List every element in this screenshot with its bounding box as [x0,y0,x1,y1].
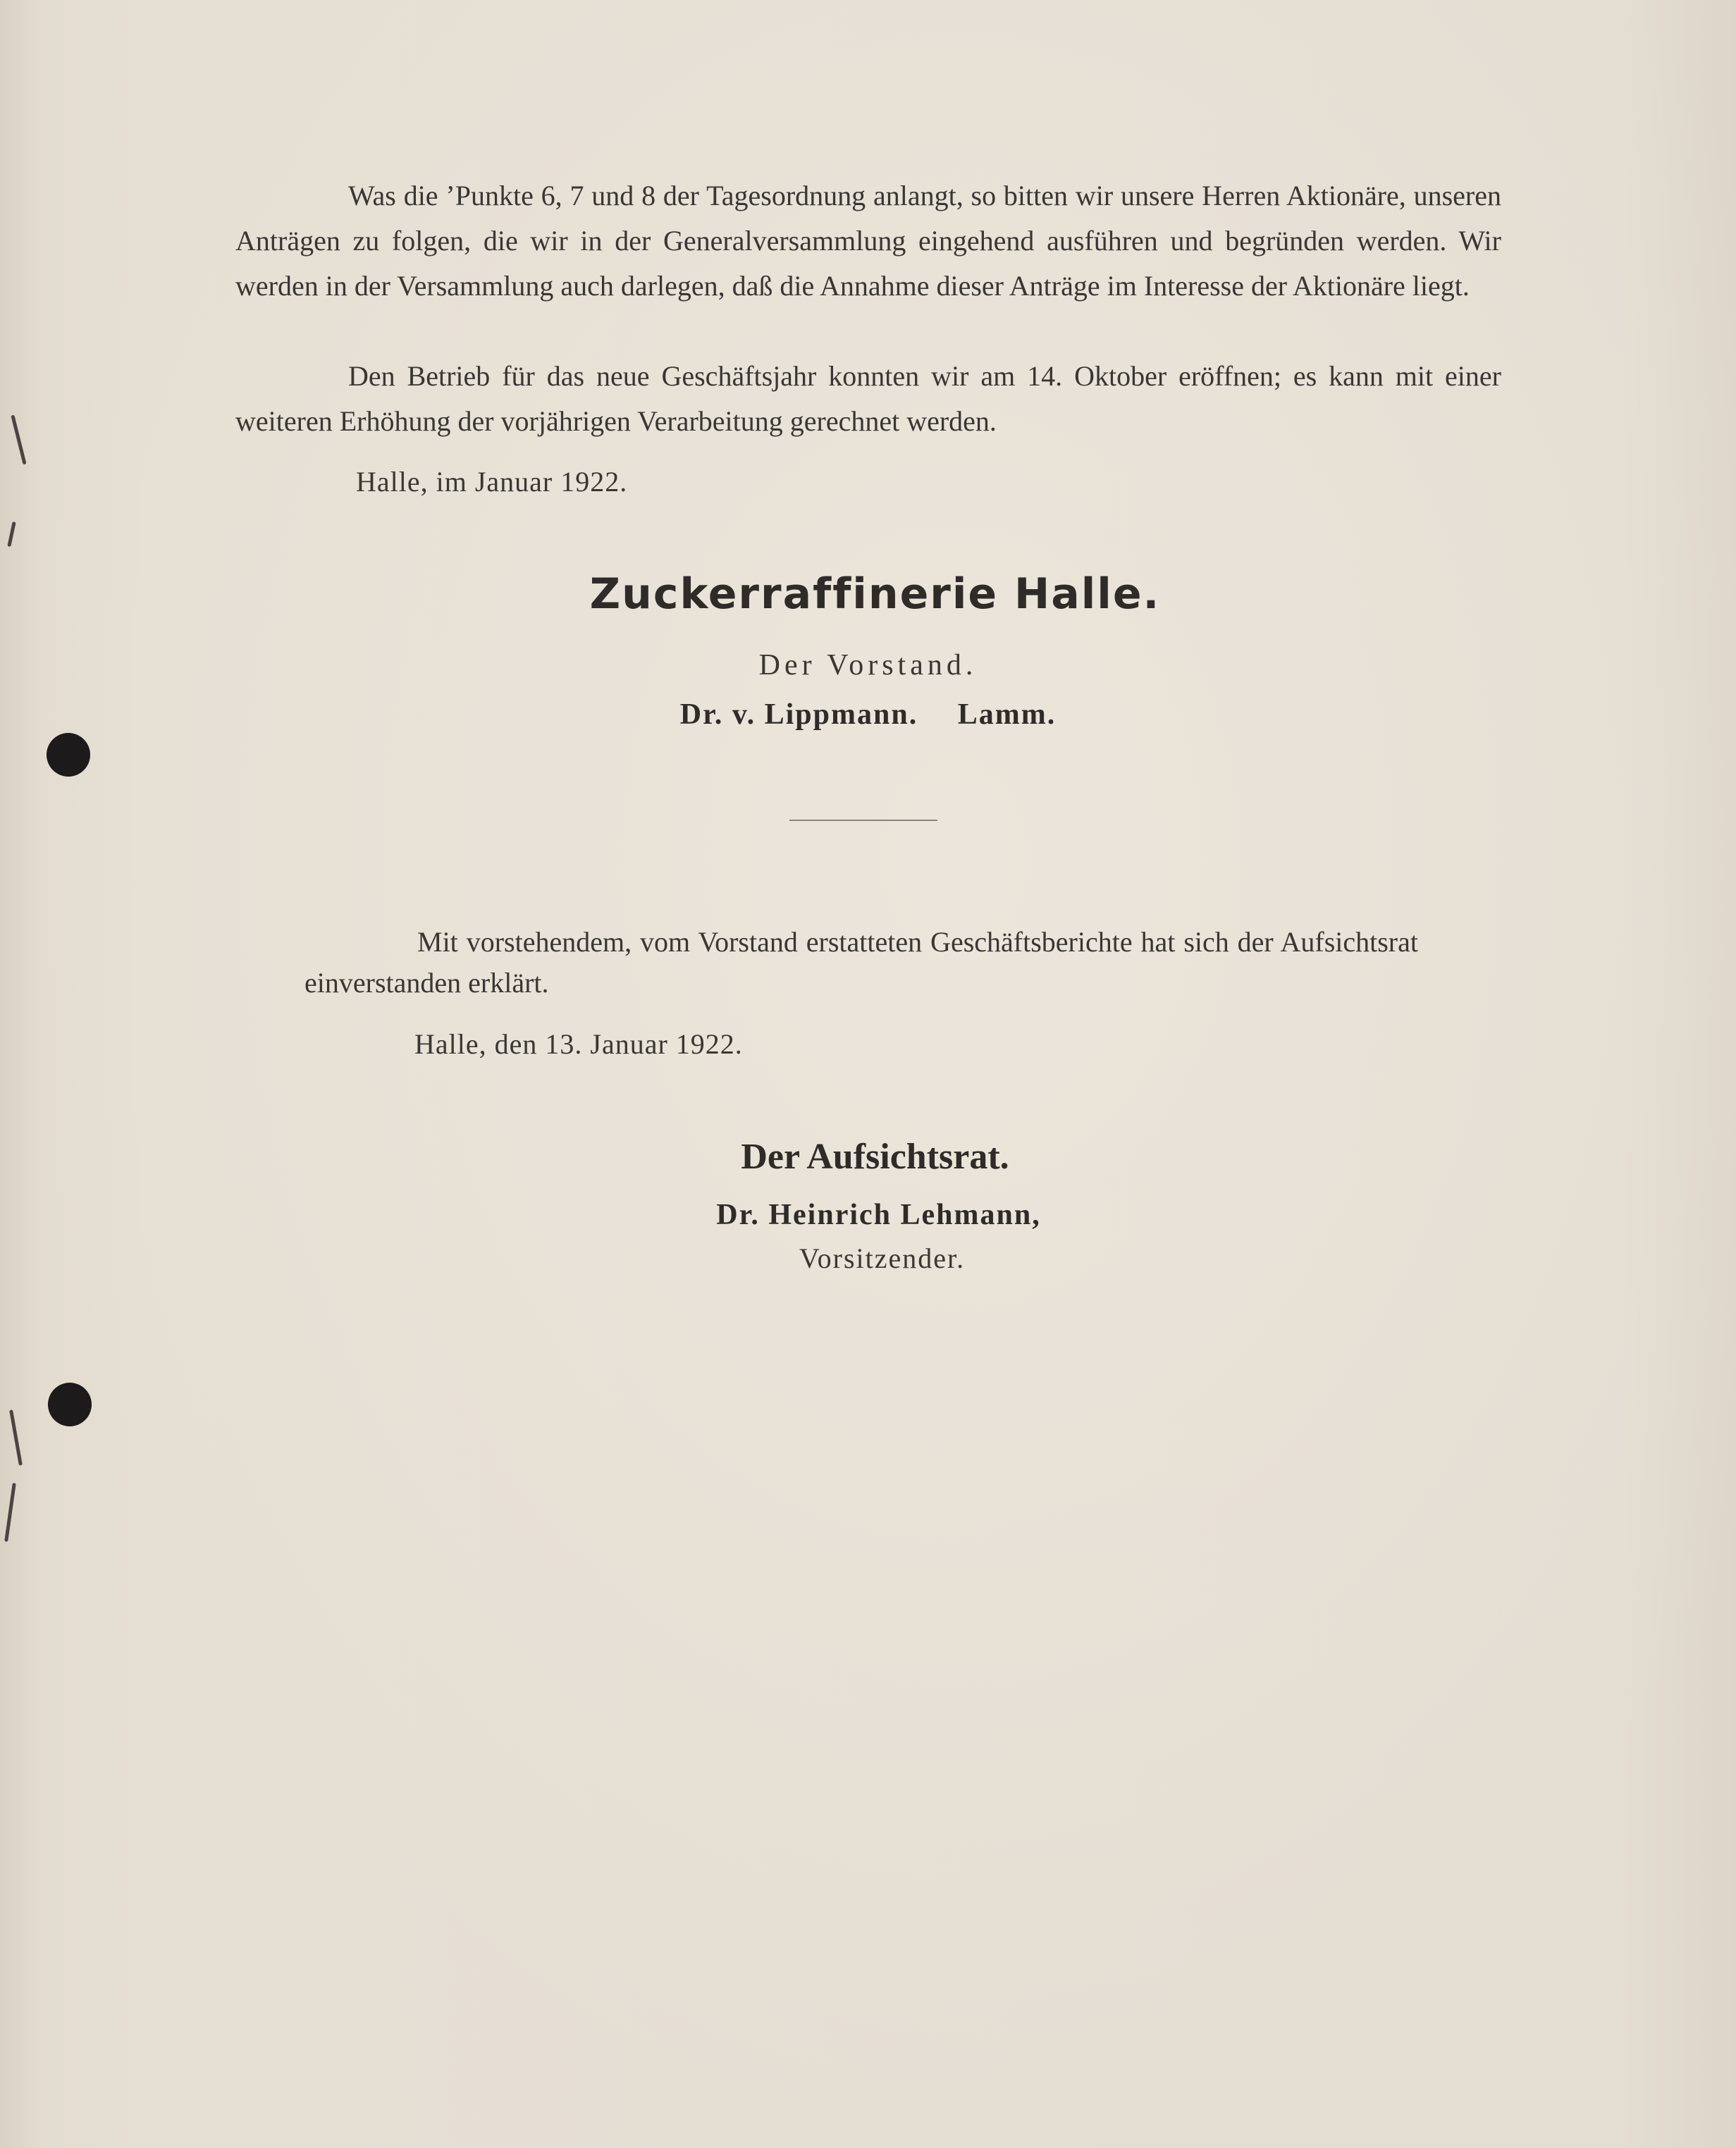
punch-hole [47,733,90,777]
board-signatures [0,698,1736,732]
margin-mark [4,1483,16,1542]
dateline-supervisory: Halle, den 13. Januar 1922. [414,1028,743,1060]
signer-name: Dr. v. Lippmann. [679,698,918,731]
margin-mark [11,414,26,464]
paragraph-operations: Den Betrieb für das neue Geschäftsjahr konnten wir am 14. Oktober eröffnen; es kann mit einer weiteren Erhöhung der vorjährigen Verarbeitung gerechnet werden. [235,360,1501,437]
signer-name: Lamm. [957,698,1057,731]
margin-mark [7,521,16,547]
margin-mark [9,1409,23,1466]
chairman-role: Vorsitzender. [799,1242,966,1274]
supervisory-board-title: Der Aufsichtsrat. [741,1137,1009,1177]
paragraph-supervisory-approval: Mit vorstehendem, vom Vorstand erstatteten Geschäftsberichte hat sich der Aufsichtsrat einverstanden erklärt. [304,926,1418,999]
paragraph-agenda-items: Was die ʼPunkte 6, 7 und 8 der Tagesordnung anlangt, so bitten wir unsere Herren Aktionäre, unseren Anträgen zu folgen, die wir in der Generalversammlung eingehend ausführen und begründen werden. Wir werden in der Versammlung auch darlegen, daß die Annahme dieser Anträge im Interesse der Aktionäre liegt. [235,180,1501,302]
dateline-board: Halle, im Januar 1922. [356,466,628,498]
company-name: Zuckerraffinerie Halle. [589,569,1161,619]
punch-hole [48,1383,92,1426]
chairman-name: Dr. Heinrich Lehmann, [716,1199,1041,1231]
board-title: Der Vorstand. [758,649,978,681]
section-divider [789,820,937,821]
